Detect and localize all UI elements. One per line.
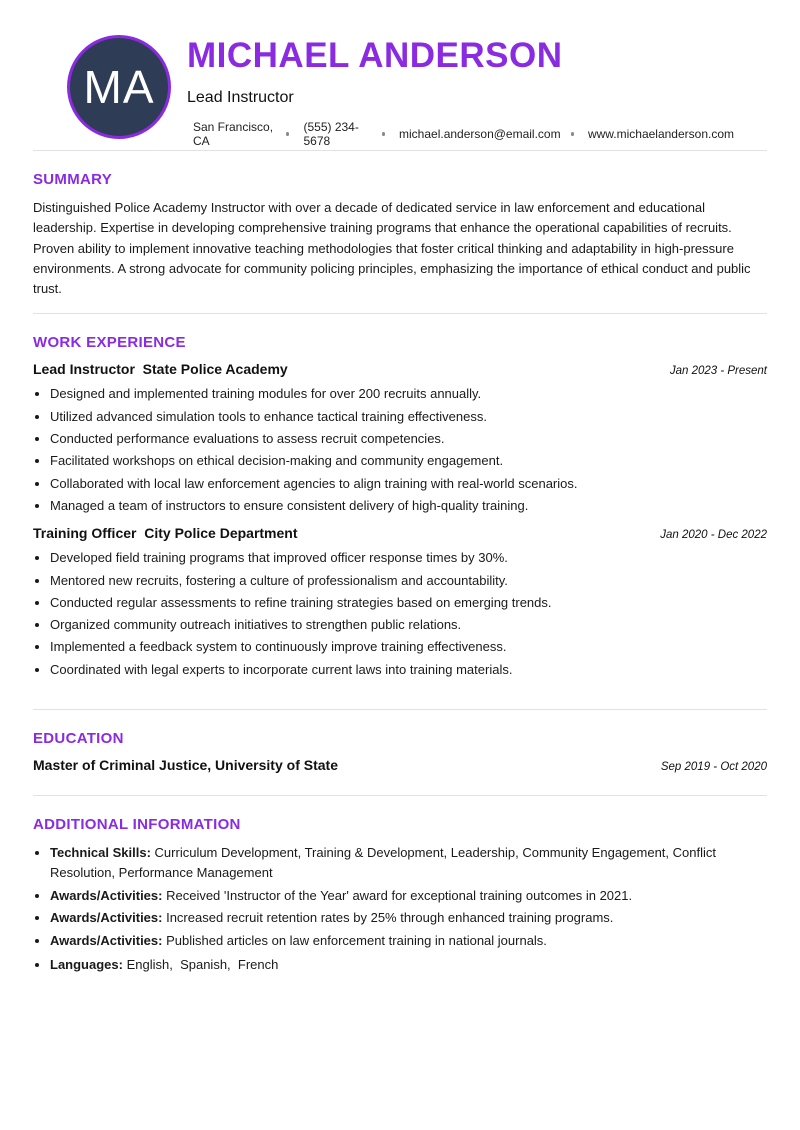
list-item [50,843,767,883]
list-item: • Developed field training programs that improved officer response times by 30%. [50,547,767,569]
list-item: • Implemented a feedback system to continuously improve training effectiveness. [50,636,767,658]
additional-section [33,796,767,991]
job-header [33,525,767,541]
education-dates: Sep 2019 - Oct 2020 [660,761,767,774]
info-key: Languages: [50,956,123,972]
bullet-separator [286,132,289,136]
contact-bar [193,120,734,148]
bullet-separator [382,132,385,136]
info-key: Technical Skills: [50,845,151,861]
avatar [67,35,171,139]
info-value: Received 'Instructor of the Year' award for exceptional training outcomes in 2021. [166,887,633,903]
education-section [33,710,767,795]
job-bullets [33,547,767,681]
list-item: • Coordinated with legal experts to incorporate current laws into training materials. [50,659,767,681]
list-item [50,908,767,928]
list-item [50,886,767,906]
job-entry [33,525,767,681]
resume-header [33,0,767,150]
job-title: Training Officer City Police Department [33,525,298,542]
bullet-separator [571,132,574,136]
job-entry [33,361,767,517]
list-item [50,931,767,951]
info-key: Awards/Activities: [50,932,163,948]
summary-section [33,151,767,313]
list-item: • Organized community outreach initiatives to strengthen public relations. [50,614,767,636]
education-entry [33,757,767,773]
list-item: • Collaborated with local law enforcement agencies to align training with real-world scenarios. [50,473,767,495]
list-item: • Conducted performance evaluations to assess recruit competencies. [50,428,767,450]
info-value: Published articles on law enforcement training in national journals. [166,932,547,948]
section-title: SUMMARY [33,171,113,188]
info-value: Increased recruit retention rates by 25% through enhanced training programs. [166,910,614,926]
candidate-name: MICHAEL ANDERSON [187,36,563,75]
info-value: English, Spanish, French [126,956,279,972]
list-item: • Managed a team of instructors to ensure consistent delivery of high-quality training. [50,495,767,517]
job-dates: Jan 2023 - Present [669,365,767,378]
job-title: Lead Instructor State Police Academy [33,361,288,378]
list-item: • Facilitated workshops on ethical decision-making and community engagement. [50,450,767,472]
list-item: • Mentored new recruits, fostering a culture of professionalism and accountability. [50,570,767,592]
job-bullets [33,383,767,517]
list-item: • Designed and implemented training modules for over 200 recruits annually. [50,383,767,405]
info-key: Awards/Activities: [50,887,163,903]
info-value: Curriculum Development, Training & Development, Leadership, Community Engagement, Conflict Resolution, Performance Management [50,845,716,881]
section-title: ADDITIONAL INFORMATION [33,816,241,834]
experience-section [33,314,767,709]
section-title: EDUCATION [33,730,124,748]
list-item [50,955,767,975]
contact-website[interactable]: www.michaelanderson.com [587,127,734,141]
degree-title: Master of Criminal Justice, University of State [33,757,338,774]
job-header [33,361,767,377]
contact-phone: (555) 234-5678 [303,120,359,148]
list-item: • Conducted regular assessments to refine training strategies based on emerging trends. [50,592,767,614]
additional-list [33,843,767,975]
section-title: WORK EXPERIENCE [33,334,186,352]
contact-location: San Francisco, CA [193,120,274,148]
info-key: Awards/Activities: [50,910,163,926]
candidate-role: Lead Instructor [187,89,294,106]
contact-email[interactable]: michael.anderson@email.com [399,127,561,141]
job-dates: Jan 2020 - Dec 2022 [660,529,767,542]
avatar-initials: MA [83,61,155,113]
list-item: • Utilized advanced simulation tools to enhance tactical training effectiveness. [50,406,767,428]
summary-text: Distinguished Police Academy Instructor with over a decade of dedicated service in law enforcement and educational leadership. Expertise in developing comprehensive training programs that enhance the operational capabilities of recruits. Proven ability to implement innovative teaching methodologies that foster critical thinking and adaptability in high-pressure environments. A strong advocate for community policing principles, emphasizing the importance of ethical conduct and public trust. [33,200,751,297]
